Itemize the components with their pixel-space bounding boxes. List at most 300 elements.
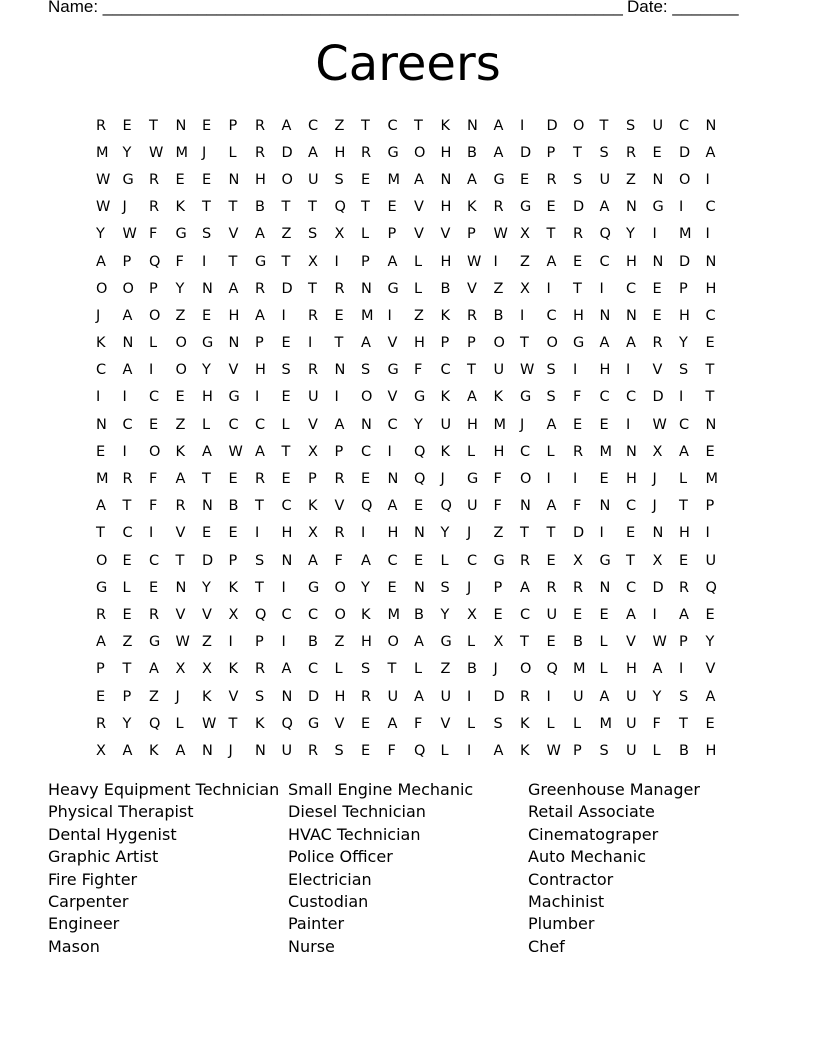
grid-letter: E — [202, 171, 212, 188]
grid-letter: A — [175, 471, 186, 488]
grid-letter: A — [599, 335, 610, 352]
word-list-item: Painter — [288, 914, 345, 934]
grid-letter: L — [467, 634, 476, 651]
grid-letter: U — [599, 171, 611, 188]
grid-letter: S — [546, 362, 556, 379]
grid-letter: W — [652, 634, 667, 651]
grid-letter: C — [626, 389, 637, 406]
grid-letter: G — [599, 552, 611, 569]
grid-letter: Y — [440, 606, 450, 623]
grid-letter: U — [493, 362, 505, 379]
grid-letter: B — [308, 634, 318, 651]
grid-letter: M — [96, 471, 109, 488]
grid-letter: Y — [122, 144, 132, 161]
grid-letter: A — [652, 661, 663, 678]
grid-letter: N — [96, 416, 107, 433]
grid-letter: V — [334, 715, 345, 732]
grid-letter: T — [361, 117, 370, 134]
grid-letter: E — [361, 171, 371, 188]
grid-letter: N — [122, 335, 134, 352]
grid-letter: F — [652, 715, 661, 732]
grid-letter: M — [387, 171, 401, 188]
grid-letter: K — [440, 307, 451, 324]
grid-letter: C — [705, 307, 716, 324]
grid-letter: C — [122, 525, 133, 542]
grid-letter: L — [440, 742, 449, 759]
grid-letter: C — [679, 416, 690, 433]
grid-letter: E — [96, 443, 106, 460]
grid-row — [96, 411, 744, 438]
grid-letter: I — [149, 525, 154, 542]
grid-letter: X — [308, 525, 318, 542]
grid-letter: U — [626, 715, 637, 732]
grid-letter: N — [599, 579, 611, 596]
grid-letter: I — [493, 253, 498, 270]
grid-letter: N — [626, 443, 637, 460]
grid-letter: K — [228, 661, 239, 678]
grid-letter: H — [705, 280, 717, 297]
grid-letter: D — [202, 552, 214, 569]
grid-letter: V — [228, 362, 239, 379]
grid-letter: L — [149, 335, 158, 352]
grid-letter: R — [520, 688, 531, 705]
grid-letter: T — [96, 525, 105, 542]
grid-letter: R — [467, 307, 478, 324]
grid-letter: K — [440, 117, 451, 134]
grid-letter: P — [334, 443, 344, 460]
grid-letter: A — [679, 606, 689, 623]
grid-letter: E — [705, 606, 715, 623]
grid-letter: C — [308, 117, 319, 134]
grid-letter: C — [255, 416, 266, 433]
grid-letter: E — [202, 307, 212, 324]
grid-letter: E — [705, 335, 715, 352]
grid-letter: Q — [255, 606, 267, 623]
grid-letter: A — [202, 443, 212, 460]
grid-letter: N — [599, 307, 611, 324]
grid-letter: T — [281, 199, 291, 216]
grid-letter: O — [96, 280, 108, 297]
grid-letter: G — [493, 552, 505, 569]
grid-letter: E — [599, 606, 609, 623]
grid-letter: I — [546, 471, 551, 488]
grid-letter: I — [387, 443, 392, 460]
grid-letter: H — [255, 362, 266, 379]
grid-letter: K — [361, 606, 371, 623]
grid-letter: W — [149, 144, 164, 161]
grid-letter: P — [546, 144, 556, 161]
grid-letter: M — [96, 144, 109, 161]
grid-letter: A — [546, 416, 557, 433]
grid-letter: M — [361, 307, 374, 324]
grid-letter: Z — [626, 171, 636, 188]
grid-letter: V — [308, 416, 318, 433]
grid-letter: N — [387, 471, 399, 488]
grid-letter: Y — [440, 525, 450, 542]
grid-letter: Y — [361, 579, 370, 596]
grid-letter: A — [493, 144, 504, 161]
grid-letter: G — [149, 634, 161, 651]
grid-letter: C — [626, 498, 637, 515]
grid-letter: H — [599, 362, 611, 379]
grid-letter: S — [308, 226, 318, 243]
word-list-item: Police Officer — [288, 847, 393, 867]
grid-letter: J — [122, 199, 127, 216]
grid-letter: L — [440, 552, 449, 569]
grid-letter: E — [573, 606, 583, 623]
grid-letter: A — [467, 171, 477, 188]
grid-letter: R — [652, 335, 663, 352]
grid-letter: J — [652, 471, 657, 488]
word-list-item: Dental Hygenist — [48, 824, 177, 844]
grid-letter: N — [705, 253, 717, 270]
grid-letter: D — [652, 579, 664, 596]
grid-letter: C — [520, 606, 531, 623]
grid-letter: G — [467, 471, 479, 488]
grid-letter: D — [652, 389, 664, 406]
grid-letter: I — [705, 226, 710, 243]
grid-letter: F — [387, 742, 396, 759]
grid-letter: E — [122, 606, 132, 623]
grid-row — [96, 601, 744, 628]
grid-letter: K — [96, 335, 106, 352]
grid-letter: R — [308, 362, 319, 379]
grid-letter: X — [202, 661, 212, 678]
grid-letter: R — [626, 144, 637, 161]
grid-letter: U — [626, 688, 637, 705]
grid-letter: K — [520, 742, 530, 759]
grid-letter: Q — [149, 715, 161, 732]
word-list-item: Small Engine Mechanic — [288, 780, 474, 799]
grid-letter: Z — [334, 634, 345, 651]
grid-letter: P — [679, 280, 688, 297]
grid-letter: P — [122, 253, 132, 270]
grid-letter: U — [573, 688, 584, 705]
grid-letter: A — [387, 715, 398, 732]
grid-letter: A — [626, 606, 636, 623]
grid-letter: I — [255, 389, 260, 406]
grid-letter: E — [361, 471, 371, 488]
grid-letter: E — [122, 552, 132, 569]
grid-letter: I — [255, 525, 260, 542]
grid-letter: K — [308, 498, 318, 515]
grid-letter: N — [202, 280, 213, 297]
grid-letter: B — [467, 661, 477, 678]
grid-letter: A — [308, 144, 318, 161]
grid-letter: S — [546, 389, 556, 406]
grid-letter: E — [520, 171, 530, 188]
grid-letter: L — [599, 634, 608, 651]
grid-letter: E — [202, 117, 212, 134]
grid-letter: R — [255, 144, 266, 161]
grid-row — [96, 629, 744, 656]
grid-letter: O — [493, 335, 505, 352]
grid-letter: Y — [175, 280, 185, 297]
grid-letter: K — [493, 389, 504, 406]
grid-letter: A — [255, 443, 265, 460]
grid-letter: A — [122, 307, 133, 324]
grid-letter: U — [440, 416, 452, 433]
name-field-label: Name: _______________________________________________________ — [48, 0, 623, 16]
grid-letter: I — [467, 688, 472, 705]
grid-row — [96, 112, 744, 139]
grid-letter: X — [175, 661, 186, 678]
grid-letter: G — [308, 715, 320, 732]
grid-letter: C — [122, 416, 133, 433]
grid-letter: O — [520, 661, 532, 678]
grid-letter: K — [228, 579, 239, 596]
grid-letter: I — [122, 389, 127, 406]
grid-letter: C — [626, 579, 637, 596]
grid-letter: M — [599, 443, 613, 460]
grid-letter: H — [493, 443, 505, 460]
grid-letter: Y — [414, 416, 423, 433]
grid-letter: Q — [334, 199, 346, 216]
grid-letter: I — [626, 362, 631, 379]
grid-letter: N — [175, 579, 187, 596]
grid-row — [96, 248, 744, 275]
grid-letter: E — [361, 742, 371, 759]
grid-letter: V — [440, 715, 451, 732]
grid-letter: N — [652, 253, 664, 270]
grid-letter: S — [599, 742, 609, 759]
word-list-item: Chef — [528, 936, 565, 956]
grid-letter: C — [387, 416, 398, 433]
grid-letter: S — [255, 688, 265, 705]
grid-letter: T — [228, 253, 238, 270]
grid-letter: K — [202, 688, 212, 705]
grid-letter: F — [175, 253, 184, 270]
grid-letter: H — [228, 307, 240, 324]
grid-letter: J — [175, 688, 180, 705]
grid-letter: I — [281, 307, 286, 324]
grid-letter: O — [361, 389, 373, 406]
grid-letter: N — [440, 171, 452, 188]
grid-letter: C — [599, 389, 610, 406]
word-list-item: Contractor — [528, 869, 614, 889]
grid-letter: R — [149, 199, 160, 216]
grid-letter: D — [679, 144, 691, 161]
grid-letter: A — [122, 742, 133, 759]
grid-letter: O — [175, 362, 187, 379]
grid-letter: G — [175, 226, 187, 243]
grid-letter: P — [361, 253, 370, 270]
grid-letter: L — [334, 661, 343, 678]
date-field-label: Date: _______ — [627, 0, 739, 16]
grid-letter: A — [626, 335, 636, 352]
grid-letter: A — [149, 661, 159, 678]
word-list-item: Auto Mechanic — [528, 847, 647, 867]
grid-letter: V — [414, 226, 424, 243]
grid-letter: R — [255, 471, 266, 488]
grid-letter: H — [334, 688, 346, 705]
grid-letter: R — [361, 688, 372, 705]
grid-row — [96, 465, 744, 492]
grid-letter: E — [652, 280, 662, 297]
grid-letter: R — [573, 226, 584, 243]
grid-letter: E — [281, 389, 291, 406]
grid-letter: R — [493, 199, 504, 216]
grid-letter: A — [361, 335, 371, 352]
grid-letter: J — [467, 525, 472, 542]
grid-letter: A — [599, 199, 610, 216]
grid-letter: W — [467, 253, 482, 270]
grid-letter: H — [440, 253, 452, 270]
grid-letter: A — [96, 634, 106, 651]
grid-letter: C — [361, 443, 372, 460]
word-search-grid — [96, 112, 744, 765]
grid-letter: G — [652, 199, 664, 216]
grid-letter: R — [255, 280, 266, 297]
grid-letter: Z — [149, 688, 159, 705]
grid-letter: F — [414, 362, 423, 379]
grid-letter: L — [467, 443, 476, 460]
word-list-item: Plumber — [528, 914, 595, 934]
grid-row — [96, 302, 744, 329]
grid-letter: O — [149, 443, 161, 460]
grid-letter: N — [652, 525, 664, 542]
grid-letter: T — [520, 335, 529, 352]
grid-row — [96, 683, 744, 710]
grid-letter: A — [96, 253, 106, 270]
grid-letter: E — [281, 335, 291, 352]
word-list-item: Machinist — [528, 892, 605, 912]
grid-letter: T — [573, 280, 582, 297]
grid-letter: E — [175, 171, 185, 188]
grid-letter: P — [705, 498, 715, 515]
grid-letter: L — [228, 144, 237, 161]
grid-letter: A — [599, 688, 610, 705]
grid-letter: V — [334, 498, 345, 515]
grid-letter: A — [679, 443, 689, 460]
grid-letter: T — [202, 471, 211, 488]
grid-letter: E — [573, 253, 583, 270]
grid-letter: R — [308, 742, 319, 759]
grid-letter: L — [652, 742, 661, 759]
grid-letter: Z — [175, 416, 186, 433]
grid-letter: C — [440, 362, 451, 379]
grid-letter: F — [149, 471, 158, 488]
grid-letter: B — [467, 144, 477, 161]
grid-letter: A — [546, 498, 557, 515]
grid-letter: L — [202, 416, 211, 433]
grid-letter: M — [705, 471, 719, 488]
grid-letter: U — [467, 498, 478, 515]
grid-letter: R — [546, 171, 557, 188]
grid-letter: E — [599, 416, 609, 433]
grid-letter: A — [96, 498, 106, 515]
grid-letter: I — [467, 742, 472, 759]
grid-letter: R — [334, 525, 345, 542]
grid-letter: O — [334, 579, 346, 596]
grid-letter: E — [652, 307, 662, 324]
grid-letter: W — [96, 171, 111, 188]
grid-row — [96, 330, 744, 357]
grid-letter: P — [149, 280, 158, 297]
grid-letter: G — [255, 253, 267, 270]
grid-letter: D — [573, 199, 585, 216]
grid-letter: P — [679, 634, 688, 651]
grid-letter: T — [705, 389, 715, 406]
grid-letter: P — [122, 688, 132, 705]
grid-letter: I — [387, 307, 392, 324]
grid-letter: A — [122, 362, 133, 379]
grid-letter: V — [228, 688, 239, 705]
grid-letter: Z — [175, 307, 186, 324]
grid-letter: Z — [281, 226, 292, 243]
grid-letter: W — [546, 742, 561, 759]
grid-letter: T — [149, 117, 158, 134]
grid-letter: A — [414, 688, 424, 705]
word-list-column-1 — [48, 779, 288, 958]
grid-letter: E — [414, 498, 424, 515]
grid-letter: T — [122, 661, 132, 678]
grid-letter: Q — [705, 579, 717, 596]
grid-letter: M — [493, 416, 507, 433]
grid-letter: R — [255, 117, 266, 134]
word-list — [48, 779, 768, 958]
grid-letter: R — [334, 471, 345, 488]
grid-letter: K — [255, 715, 265, 732]
grid-letter: K — [467, 199, 477, 216]
grid-letter: B — [440, 280, 451, 297]
grid-letter: E — [573, 416, 583, 433]
grid-letter: D — [281, 280, 293, 297]
grid-letter: S — [361, 362, 371, 379]
grid-letter: I — [546, 280, 551, 297]
grid-letter: N — [202, 742, 213, 759]
grid-letter: R — [175, 498, 186, 515]
grid-letter: S — [255, 552, 265, 569]
grid-letter: J — [652, 498, 657, 515]
grid-letter: J — [440, 471, 445, 488]
grid-letter: E — [202, 525, 212, 542]
grid-letter: N — [281, 688, 293, 705]
word-list-item: Retail Associate — [528, 802, 655, 822]
grid-letter: A — [705, 144, 716, 161]
grid-row — [96, 139, 744, 166]
grid-letter: Q — [414, 443, 426, 460]
grid-letter: C — [546, 307, 557, 324]
grid-letter: B — [573, 634, 583, 651]
grid-letter: C — [281, 498, 292, 515]
grid-letter: D — [308, 688, 320, 705]
grid-letter: V — [440, 226, 451, 243]
grid-row — [96, 357, 744, 384]
grid-letter: Z — [493, 525, 504, 542]
grid-letter: J — [202, 144, 207, 161]
grid-letter: H — [626, 471, 637, 488]
grid-letter: V — [626, 634, 636, 651]
grid-letter: L — [546, 715, 555, 732]
grid-letter: G — [96, 579, 108, 596]
grid-letter: N — [175, 117, 187, 134]
grid-letter: I — [546, 688, 551, 705]
grid-letter: P — [228, 552, 238, 569]
grid-letter: V — [175, 606, 186, 623]
grid-letter: A — [361, 552, 371, 569]
grid-letter: I — [626, 416, 631, 433]
grid-letter: B — [493, 307, 504, 324]
grid-letter: O — [122, 280, 134, 297]
grid-letter: Y — [202, 362, 211, 379]
grid-letter: Z — [440, 661, 451, 678]
grid-letter: C — [467, 552, 478, 569]
grid-letter: Q — [414, 471, 426, 488]
grid-letter: T — [520, 525, 529, 542]
grid-letter: A — [467, 389, 477, 406]
grid-letter: T — [122, 498, 132, 515]
